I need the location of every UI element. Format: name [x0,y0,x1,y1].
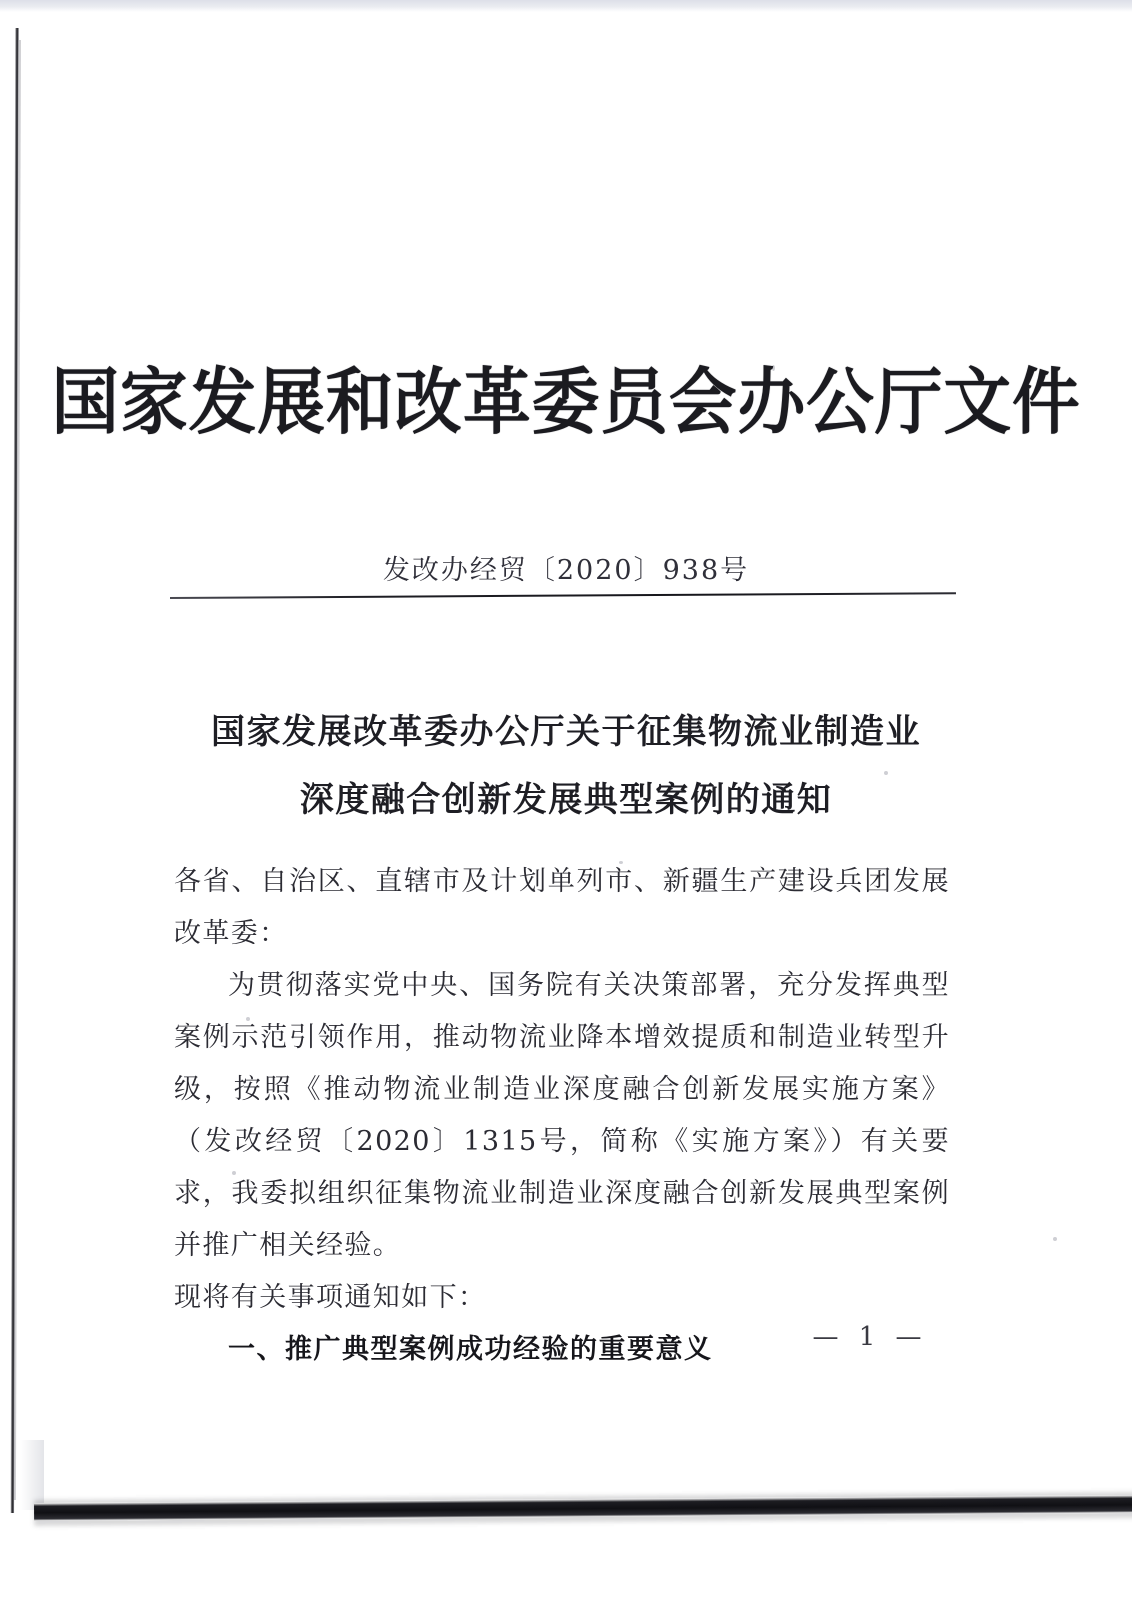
document-title-line-1: 国家发展改革委办公厅关于征集物流业制造业 [211,712,921,752]
document-title [150,698,982,834]
body-paragraph-1: 为贯彻落实党中央、国务院有关决策部署，充分发挥典型案例示范引领作用，推动物流业降本增效提质和制造业转型升级，按照《推动物流业制造业深度融合创新发展实施方案》（发改经贸〔2020〕1315号，简称《实施方案》）有关要求，我委拟组织征集物流业制造业深度融合创新发展典型案例并推广相关经验。 [174,970,950,1261]
scan-speck [1053,1237,1057,1241]
page-number: — 1 — [812,1322,928,1352]
scan-top-edge-artifact [0,0,1132,12]
section-heading-1: 一、推广典型案例成功经验的重要意义 [228,1334,713,1365]
body-paragraph-2: 现将有关事项通知如下： [174,1282,487,1313]
document-masthead: 国家发展和改革委员会办公厅文件 [51,359,1081,444]
masthead-divider-rule [170,592,956,599]
document-body [174,856,950,1376]
document-title-line-2: 深度融合创新发展典型案例的通知 [299,780,833,820]
document-number: 发改办经贸〔2020〕938号 [382,555,750,586]
recipient-line: 各省、自治区、直辖市及计划单列市、新疆生产建设兵团发展改革委： [174,866,950,949]
